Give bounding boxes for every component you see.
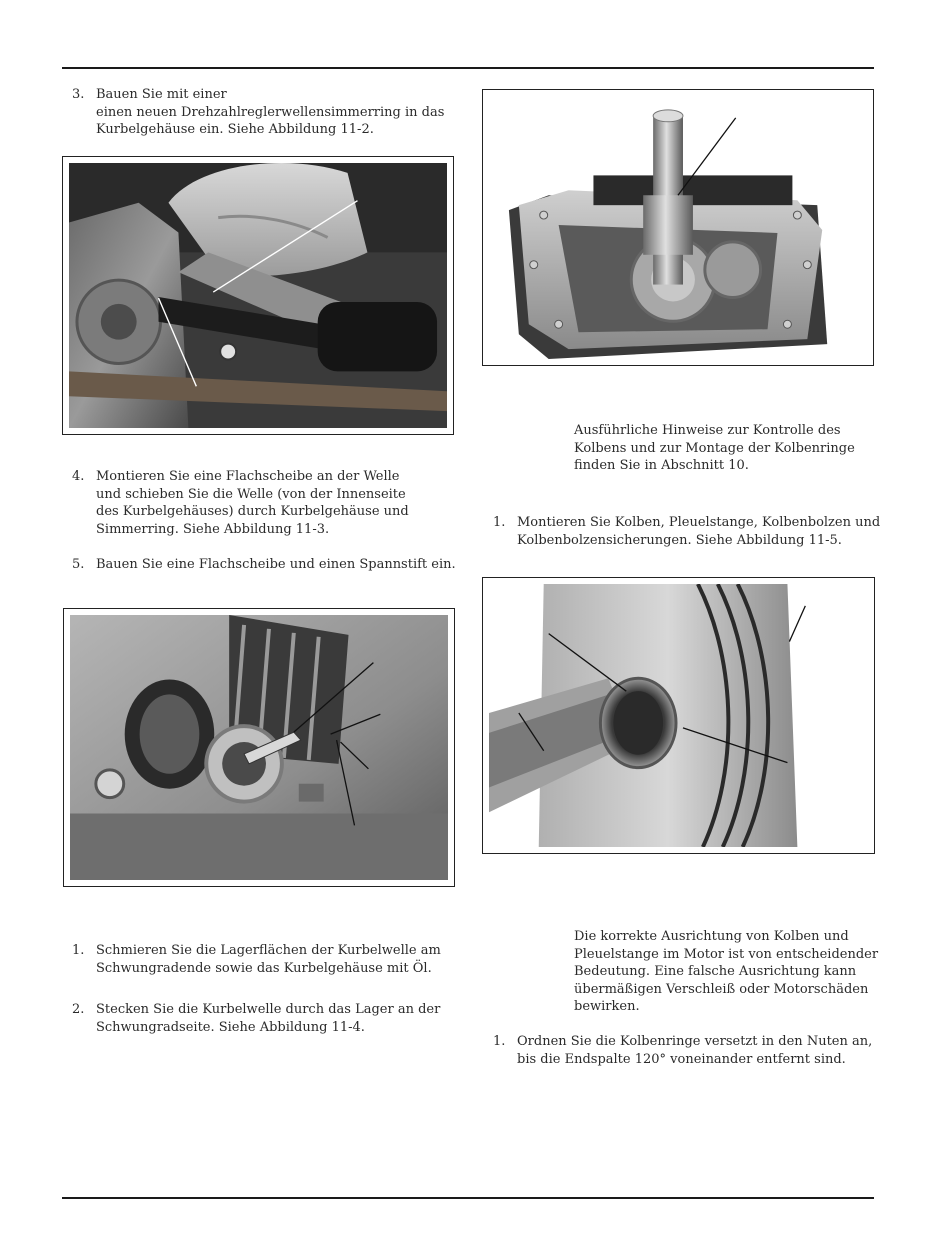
- figure-11-3-governor-shaft: [63, 608, 455, 887]
- note-line: bewirken.: [574, 999, 640, 1014]
- step-number: 1.: [493, 1034, 506, 1049]
- step-line: Kurbelgehäuse ein. Siehe Abbildung 11-2.: [96, 122, 374, 137]
- step-line: bis die Endspalte 120° voneinander entfernt sind.: [517, 1051, 846, 1067]
- step-line: Schwungradende sowie das Kurbelgehäuse mit Öl.: [96, 960, 432, 976]
- note-line: finden Sie in Abschnitt 10.: [574, 458, 749, 473]
- note-line: Kolbens und zur Montage der Kolbenringe: [574, 440, 855, 456]
- step-line: Stecken Sie die Kurbelwelle durch das Lager an der: [96, 1002, 441, 1017]
- step-line: Schmieren Sie die Lagerflächen der Kurbelwelle am: [96, 943, 441, 958]
- step-line: Schwungradseite. Siehe Abbildung 11-4.: [96, 1019, 365, 1035]
- note-line: Pleuelstange im Motor ist von entscheidender: [574, 946, 879, 962]
- step-number: 2.: [72, 1002, 85, 1017]
- crankshaft-photo: [489, 96, 867, 359]
- step-line: Kolbenbolzensicherungen. Siehe Abbildung 11-5.: [517, 532, 842, 548]
- step-line: und schieben Sie die Welle (von der Innenseite: [96, 486, 406, 502]
- step-number: 3.: [72, 87, 85, 102]
- note-line: Ausführliche Hinweise zur Kontrolle des: [574, 423, 841, 438]
- piston-assembly-photo: [489, 584, 868, 847]
- step-line: Bauen Sie mit einer: [96, 87, 227, 102]
- step-line: des Kurbelgehäuses) durch Kurbelgehäuse und: [96, 504, 409, 519]
- note-line: übermäßigen Verschleiß oder Motorschäden: [574, 981, 869, 997]
- step-line: Ordnen Sie die Kolbenringe versetzt in den Nuten an,: [517, 1034, 873, 1049]
- step-number: 4.: [72, 469, 85, 484]
- header-rule: [62, 67, 874, 69]
- figure-11-4-crankshaft: [482, 89, 874, 366]
- governor-shaft-photo: [70, 615, 448, 880]
- seal-install-photo: [69, 163, 447, 428]
- step-line: Simmerring. Siehe Abbildung 11-3.: [96, 521, 330, 537]
- step-line: einen neuen Drehzahlreglerwellensimmerring in das: [96, 104, 445, 120]
- step-number: 5.: [72, 557, 85, 572]
- footer-rule: [62, 1197, 874, 1199]
- note-line: Bedeutung. Eine falsche Ausrichtung kann: [574, 964, 857, 979]
- step-line: Bauen Sie eine Flachscheibe und einen Spannstift ein.: [96, 557, 456, 572]
- note-line: Die korrekte Ausrichtung von Kolben und: [574, 929, 849, 944]
- figure-11-5-piston-assembly: [482, 577, 875, 854]
- figure-11-2-seal-installation: [62, 156, 454, 435]
- step-line: Montieren Sie eine Flachscheibe an der Welle: [96, 469, 400, 484]
- step-number: 1.: [493, 515, 506, 530]
- note-piston-orientation: [574, 928, 878, 1016]
- step-number: 1.: [72, 943, 85, 958]
- note-piston-inspection: [574, 422, 855, 475]
- step-line: Montieren Sie Kolben, Pleuelstange, Kolbenbolzen und: [517, 515, 881, 530]
